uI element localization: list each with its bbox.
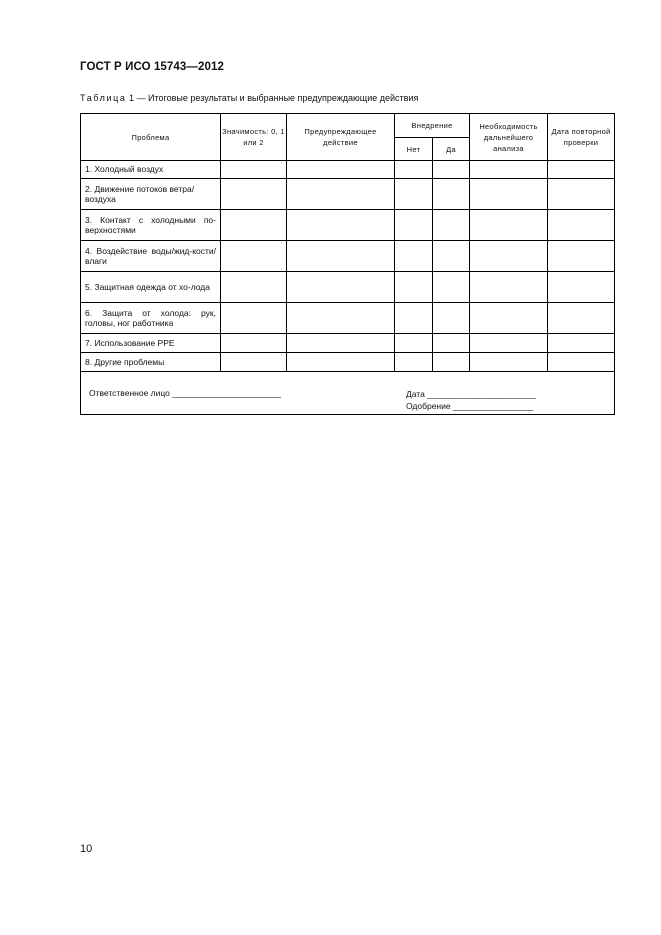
table-row — [81, 272, 615, 303]
table-row — [81, 334, 615, 353]
table-caption — [80, 93, 418, 103]
col-header-problem: Проблема — [81, 114, 221, 161]
approval-field: Одобрение _________________ — [406, 401, 534, 411]
row-label: 6. Защита от холода: рук, головы, ног работника — [81, 303, 221, 334]
row-label: 7. Использование PPE — [81, 334, 221, 353]
table-row — [81, 210, 615, 241]
date-field: Дата _______________________ — [406, 389, 536, 399]
table-caption-prefix: Таблица — [80, 93, 127, 103]
table-caption-number: 1 — [129, 93, 135, 103]
document-header: ГОСТ Р ИСО 15743—2012 — [80, 61, 225, 73]
table-row — [81, 241, 615, 272]
responsible-person-field: Ответственное лицо _______________________ — [89, 388, 281, 398]
col-header-yes: Да — [433, 138, 470, 161]
table-caption-text: — Итоговые результаты и выбранные предупреждающие действия — [136, 93, 419, 103]
table-row — [81, 179, 615, 210]
table-footer-row — [81, 372, 615, 415]
page-number: 10 — [80, 843, 93, 855]
results-table — [80, 113, 615, 415]
col-header-further-analysis: Необходимость дальнейшего анализа — [470, 114, 548, 161]
row-label: 3. Контакт с холодными по-верхностями — [81, 210, 221, 241]
row-label: 5. Защитная одежда от хо-лода — [81, 272, 221, 303]
col-header-significance: Значимость: 0, 1 или 2 — [221, 114, 287, 161]
row-label: 2. Движение потоков ветра/ воздуха — [81, 179, 221, 210]
signature-block — [81, 372, 615, 415]
row-label: 4. Воздействие воды/жид-кости/влаги — [81, 241, 221, 272]
table-row — [81, 353, 615, 372]
col-header-preventive: Предупреждающее действие — [287, 114, 395, 161]
row-label: 8. Другие проблемы — [81, 353, 221, 372]
table-row — [81, 303, 615, 334]
table-row — [81, 161, 615, 179]
col-header-no: Нет — [395, 138, 433, 161]
row-label: 1. Холодный воздух — [81, 161, 221, 179]
col-header-recheck-date: Дата повторной проверки — [548, 114, 615, 161]
date-approval-block — [406, 388, 536, 412]
col-header-implementation: Внедрение — [395, 114, 470, 138]
